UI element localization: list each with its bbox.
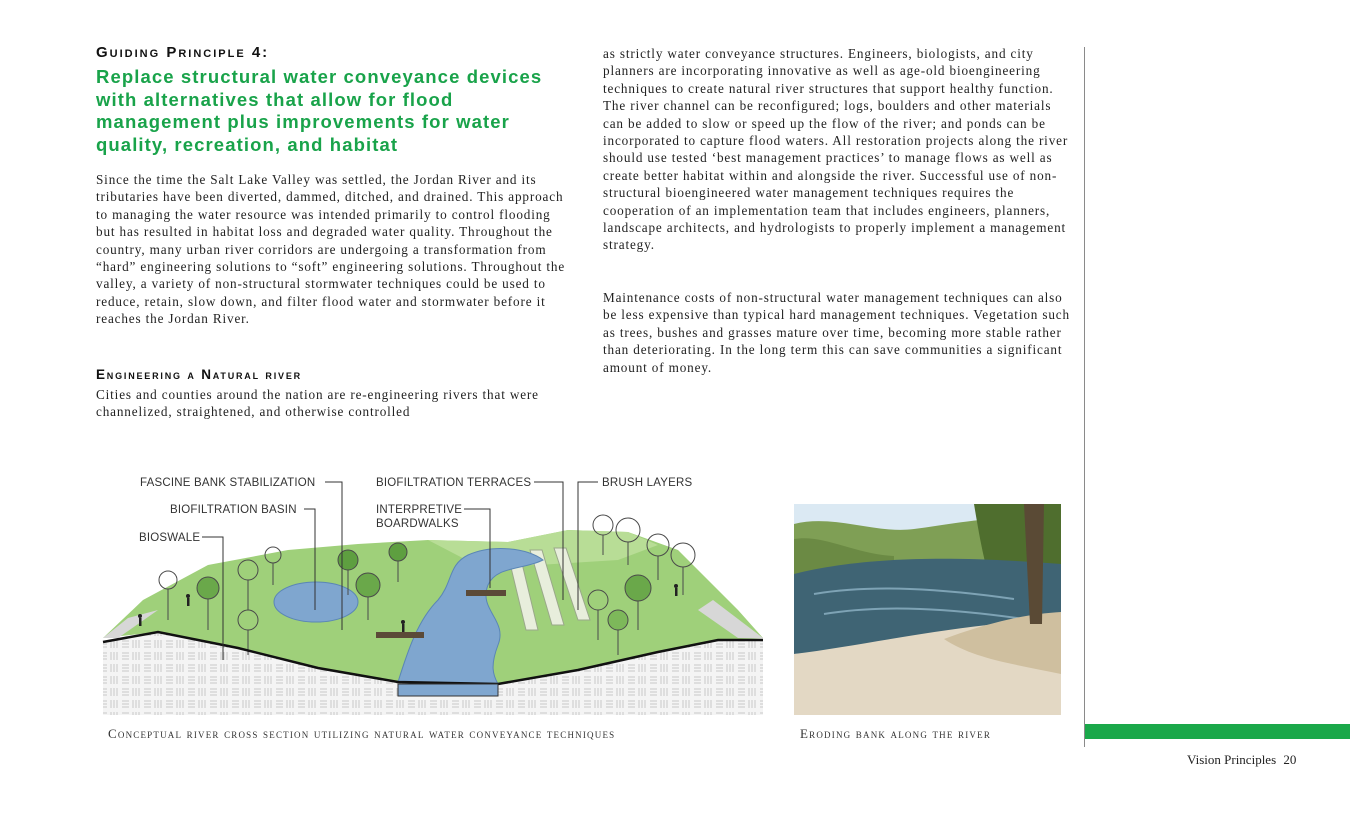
paragraph-2: Cities and counties around the nation are re-engineering rivers that were channelized, straightened, and otherwise controlled (96, 387, 539, 420)
label-bioswale: BIOSWALE (139, 532, 201, 544)
paragraph-1: Since the time the Salt Lake Valley was settled, the Jordan River and its tributaries have been diverted, dammed, ditched, and drained. This approach to managing the water resource was intended primarily to control flooding but has resulted in habitat loss and degraded water quality. Throughout the country, many urban river corridors are undergoing a transformation from “hard” engineering solutions to “soft” engineering solutions. Throughout the valley, a variety of non-structural stormwater techniques could be used to reduce, retain, slow down, and filter flood water and stormwater before it reaches the Jordan River. (96, 172, 566, 327)
subheading: Engineering a Natural river (96, 367, 302, 382)
river-cross-section-diagram (98, 470, 768, 720)
photo-caption: Eroding bank along the river (800, 726, 992, 741)
biofiltration-basin-pond (274, 582, 358, 622)
eroding-bank-photo (794, 504, 1061, 715)
label-brush-layers: BRUSH LAYERS (602, 477, 693, 489)
boardwalk (466, 590, 506, 596)
headline: Replace structural water conveyance devices with alternatives that allow for flood management plus improvements for water quality, recreation, and habitat (96, 66, 543, 155)
paragraph-4: Maintenance costs of non-structural water management techniques can also be less expensive than typical hard management techniques. Vegetation such as trees, bushes and grasses mature over time, becoming more stable rather than deteriorating. In the long term this can save communities a significant amount of money. (603, 290, 1070, 375)
footer-section: Vision Principles (1187, 752, 1277, 767)
section-eyebrow: Guiding Principle 4: (96, 44, 270, 61)
label-boardwalks: BOARDWALKS (376, 518, 459, 530)
boardwalk (376, 632, 424, 638)
page-footer (1183, 752, 1296, 768)
label-fascine-bank-stabilization: FASCINE BANK STABILIZATION (140, 477, 316, 489)
diagram-caption: Conceptual river cross section utilizing natural water conveyance techniques (108, 726, 616, 741)
label-biofiltration-terraces: BIOFILTRATION TERRACES (376, 477, 532, 489)
river-bed (398, 684, 498, 696)
accent-bar (1085, 724, 1350, 739)
label-biofiltration-basin: BIOFILTRATION BASIN (170, 504, 297, 516)
column-divider (1084, 47, 1085, 747)
paragraph-3: as strictly water conveyance structures. Engineers, biologists, and city planners are incorporating innovative as well as age-old bioengineering techniques to create natural river structures that support healthy function. The river channel can be reconfigured; logs, boulders and other materials can be added to slow or speed up the flow of the river; and ponds can be incorporated to capture flood waters. All restoration projects along the river should use tested ‘best management practices’ to manage flows as well as create better habitat within and alongside the river. Successful use of non-structural bioengineered water management techniques requires the cooperation of an implementation team that includes engineers, planners, landscape architects, and hydrologists to properly implement a management strategy. (603, 46, 1069, 253)
label-interpretive: INTERPRETIVE (376, 504, 463, 516)
page-number: 20 (1283, 752, 1297, 767)
